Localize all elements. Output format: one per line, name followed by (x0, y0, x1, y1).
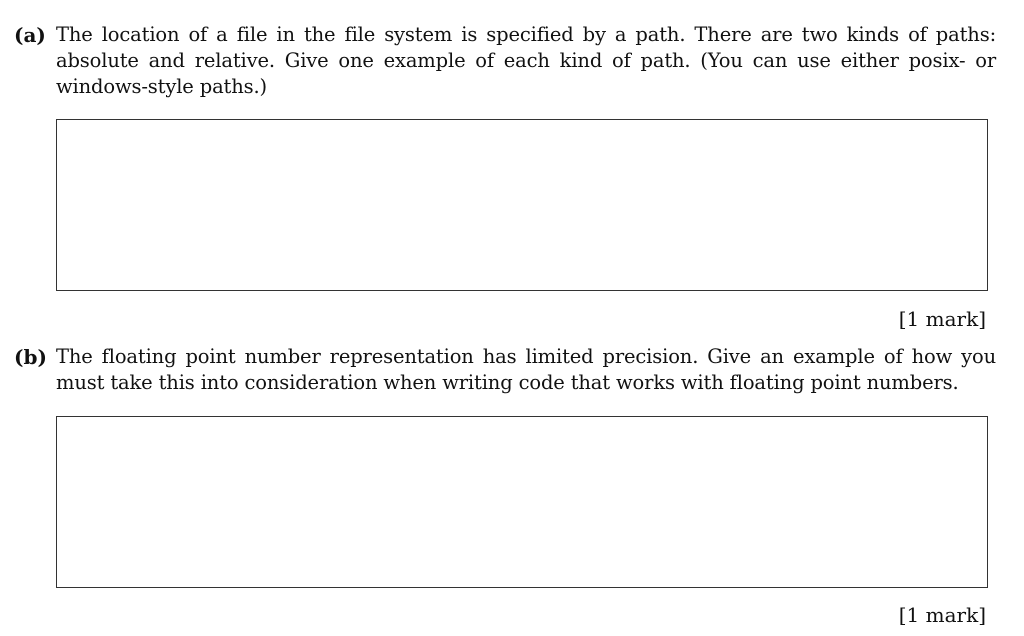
question-a-label: (a) (14, 23, 46, 47)
question-a-header (14, 22, 996, 100)
answer-box-a[interactable] (56, 119, 988, 291)
question-b-label: (b) (14, 345, 47, 369)
question-b (14, 344, 996, 396)
question-a-text: The location of a file in the file system is specified by a path. There are two kinds of paths: absolute and relative. Give one example of each kind of path. (You can use either posix- or windows-style paths.) (56, 23, 996, 98)
question-b-text: The floating point number representation has limited precision. Give an example of how you must take this into consideration when writing code that works with floating point numbers. (56, 345, 996, 394)
question-a (14, 22, 996, 100)
marks-b: [1 mark] (898, 603, 986, 627)
question-b-header (14, 344, 996, 396)
marks-a: [1 mark] (898, 307, 986, 331)
answer-box-b[interactable] (56, 416, 988, 588)
